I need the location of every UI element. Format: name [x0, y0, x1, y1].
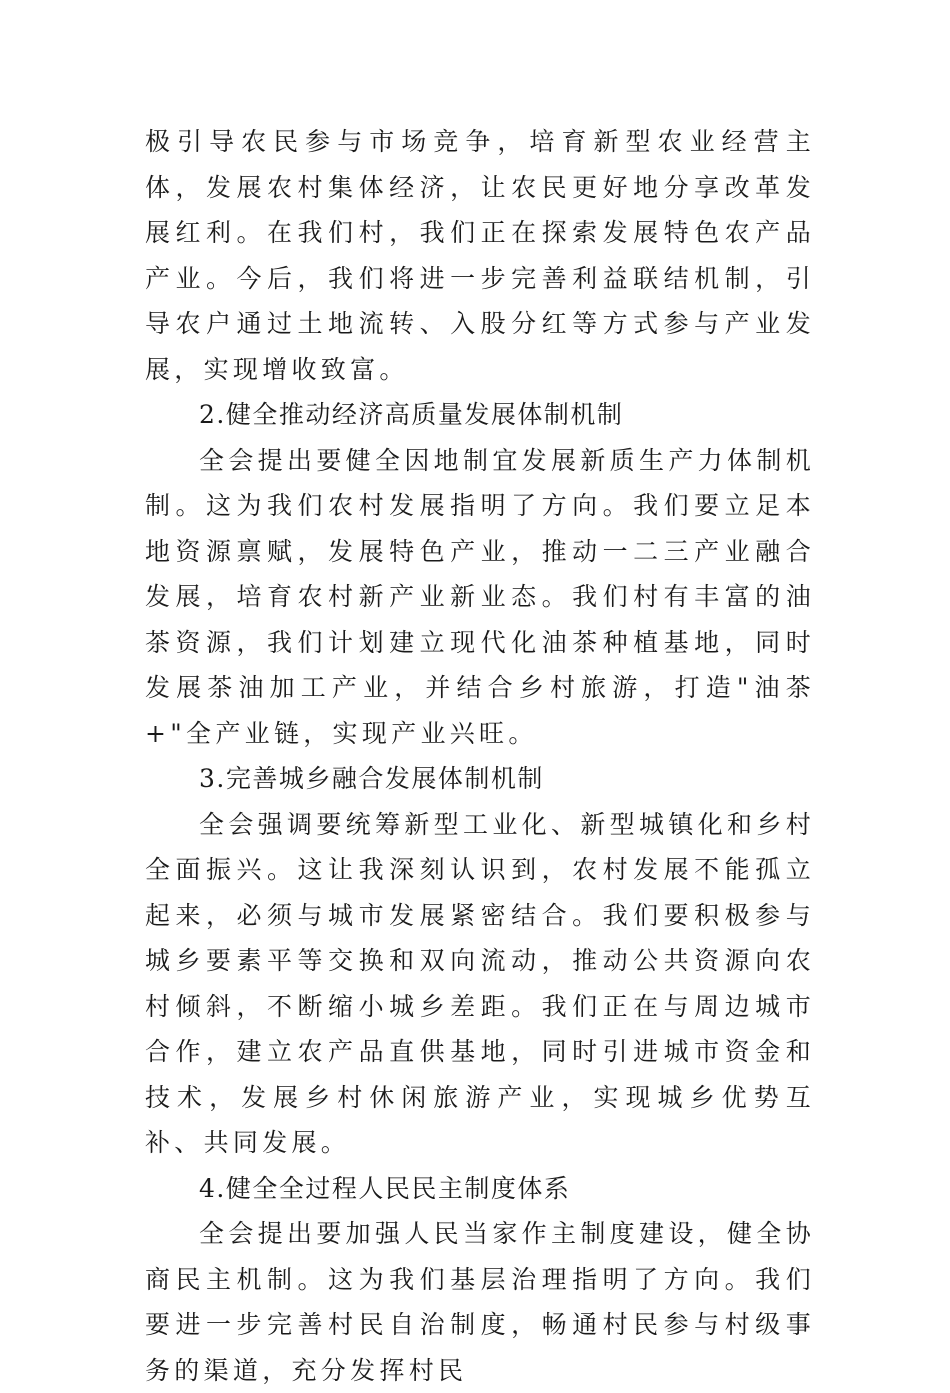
section-heading-3: 3.完善城乡融合发展体制机制: [199, 764, 544, 793]
section-heading-2: 2.健全推动经济高质量发展体制机制: [199, 400, 624, 429]
document-page: [145, 119, 815, 1393]
paragraph-continued: 极引导农民参与市场竞争，培育新型农业经营主体，发展农村集体经济，让农民更好地分享改革发展红利。在我们村，我们正在探索发展特色农产品产业。今后，我们将进一步完善利益联结机制，引导农户通过土地流转、入股分红等方式参与产业发展，实现增收致富。: [145, 127, 815, 384]
paragraph-section-4: 全会提出要加强人民当家作主制度建设，健全协商民主机制。这为我们基层治理指明了方向。我们要进一步完善村民自治制度，畅通村民参与村级事务的渠道，充分发挥村民: [145, 1219, 815, 1385]
paragraph-section-2: 全会提出要健全因地制宜发展新质生产力体制机制。这为我们农村发展指明了方向。我们要立足本地资源禀赋，发展特色产业，推动一二三产业融合发展，培育农村新产业新业态。我们村有丰富的油茶资源，我们计划建立现代化油茶种植基地，同时发展茶油加工产业，并结合乡村旅游，打造"油茶+"全产业链，实现产业兴旺。: [145, 445, 815, 748]
section-heading-4: 4.健全全过程人民民主制度体系: [199, 1173, 571, 1203]
paragraph-section-3: 全会强调要统筹新型工业化、新型城镇化和乡村全面振兴。这让我深刻认识到，农村发展不能孤立起来，必须与城市发展紧密结合。我们要积极参与城乡要素平等交换和双向流动，推动公共资源向农村倾斜，不断缩小城乡差距。我们正在与周边城市合作，建立农产品直供基地，同时引进城市资金和技术，发展乡村休闲旅游产业，实现城乡优势互补、共同发展。: [145, 809, 815, 1157]
